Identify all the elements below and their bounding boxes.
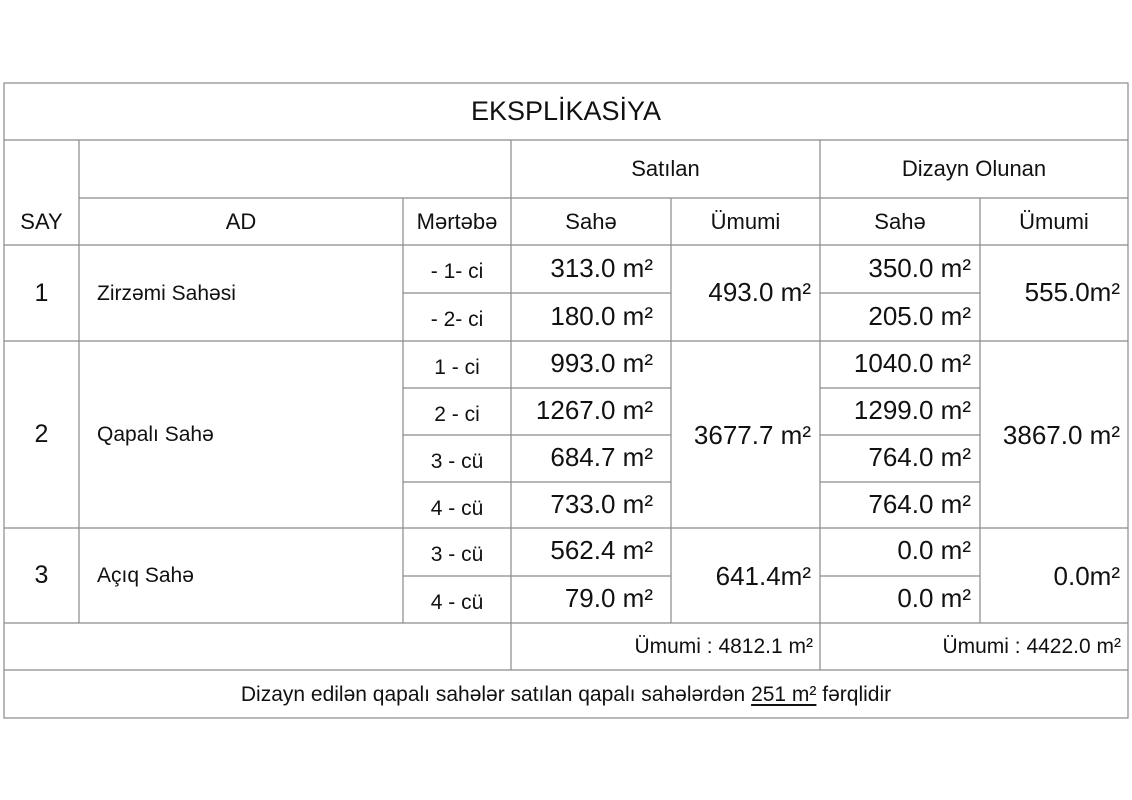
row-1-designed-area-1: 350.0 m²: [868, 253, 971, 283]
header-designed-group: Dizayn Olunan: [901, 156, 1047, 181]
header-ad: AD: [225, 208, 257, 234]
row-1-designed-total: 555.0m²: [1024, 277, 1120, 307]
row-2-designed-area-1: 1040.0 m²: [853, 348, 971, 378]
row-2-sold-area-1: 993.0 m²: [550, 348, 653, 378]
row-2-sold-area-2: 1267.0 m²: [535, 395, 653, 425]
footer-note: [4, 670, 1128, 718]
row-3-designed-area-1: 0.0 m²: [897, 535, 971, 565]
row-1-sold-area-1: 313.0 m²: [550, 253, 653, 283]
row-1-name: Zirzəmi Sahəsi: [97, 281, 236, 305]
header-say: SAY: [20, 208, 63, 234]
header-sold-total: Ümumi: [710, 208, 781, 234]
row-1-sold-total: 493.0 m²: [708, 277, 811, 307]
row-3-sold-area-2: 79.0 m²: [564, 583, 653, 613]
row-3-sold-total: 641.4m²: [715, 560, 811, 591]
row-2-name: Qapalı Sahə: [97, 423, 214, 446]
footer-note-before: Dizayn edilən qapalı sahələr satılan qapalı sahələrdən: [240, 682, 752, 706]
row-2-designed-area-4: 764.0 m²: [868, 489, 971, 519]
row-3-floor-1: 3 - cü: [430, 543, 484, 566]
row-1-designed-area-2: 205.0 m²: [868, 301, 971, 331]
row-1-floor-1: - 1- ci: [430, 260, 484, 283]
row-2-say: 2: [34, 420, 49, 448]
row-1-say: 1: [34, 278, 49, 307]
row-2-floor-3: 3 - cü: [430, 450, 484, 473]
header-designed-total: Ümumi: [1019, 208, 1089, 234]
header-sold-group: Satılan: [631, 156, 700, 181]
row-2-sold-area-4: 733.0 m²: [550, 489, 653, 519]
row-2-floor-4: 4 - cü: [430, 496, 484, 520]
total-sold: Ümumi : 4812.1 m²: [634, 635, 813, 658]
row-3-name: Açıq Sahə: [97, 564, 194, 587]
row-2-designed-area-2: 1299.0 m²: [853, 395, 971, 425]
total-designed: Ümumi : 4422.0 m²: [942, 635, 1121, 658]
header-sold-area: Sahə: [565, 208, 617, 234]
row-2-floor-1: 1 - ci: [434, 356, 480, 379]
footer-note-after: fərqlidir: [816, 682, 892, 706]
row-3-sold-area-1: 562.4 m²: [550, 535, 653, 565]
row-3-designed-total: 0.0m²: [1053, 560, 1120, 591]
row-2-sold-total: 3677.7 m²: [693, 419, 811, 450]
row-3-floor-2: 4 - cü: [430, 590, 484, 614]
row-2-designed-total: 3867.0 m²: [1002, 419, 1120, 450]
table-title: EKSPLİKASİYA: [470, 96, 662, 126]
row-2-sold-area-3: 684.7 m²: [550, 442, 653, 472]
row-3-designed-area-2: 0.0 m²: [897, 583, 971, 613]
footer-note-difference: 251 m²: [751, 682, 817, 706]
row-2-designed-area-3: 764.0 m²: [868, 442, 971, 472]
row-2-floor-2: 2 - ci: [434, 403, 480, 426]
header-designed-area: Sahə: [874, 208, 926, 234]
row-3-say: 3: [34, 561, 49, 589]
row-1-sold-area-2: 180.0 m²: [550, 301, 653, 331]
header-floor: Mərtəbə: [416, 208, 498, 234]
row-1-floor-2: - 2- ci: [430, 308, 484, 331]
